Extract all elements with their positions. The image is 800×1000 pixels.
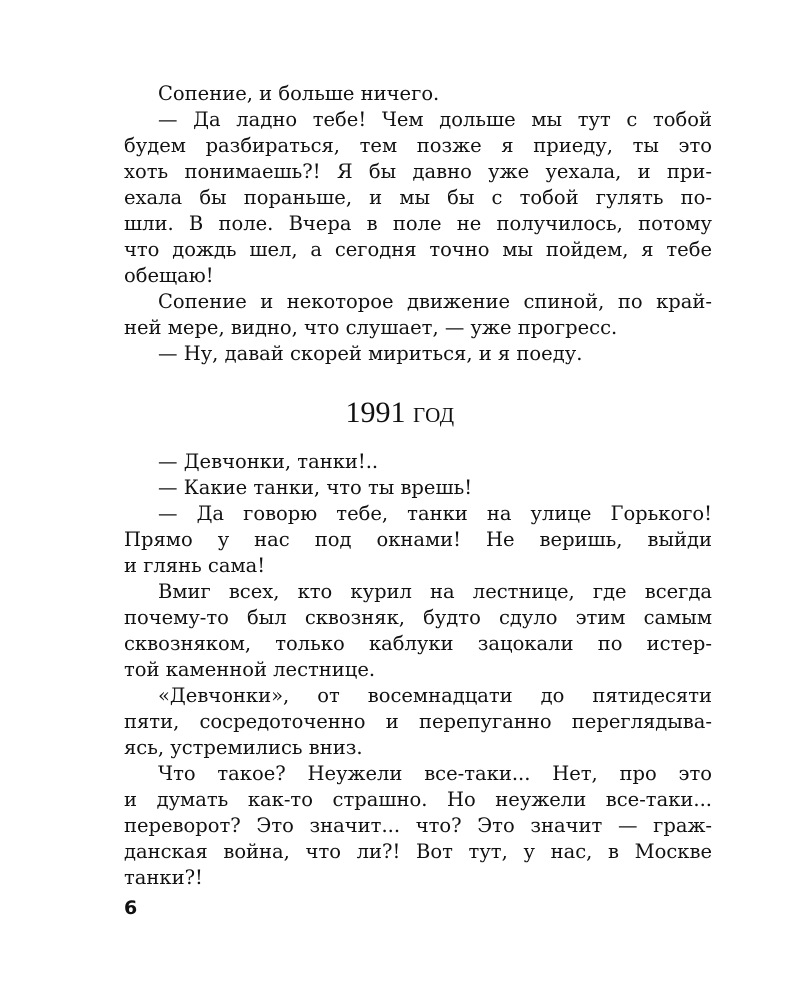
text-line: той каменной лестнице.: [124, 658, 376, 681]
paragraph: [124, 81, 712, 107]
text-block-top: [124, 81, 712, 367]
paragraph: [124, 289, 712, 341]
text-line: что дождь шел, а сегодня точно мы пойдем, я тебе: [124, 238, 712, 261]
text-line: — Девчонки, танки!..: [158, 450, 379, 473]
text-line: будем разбираться, тем позже я приеду, ты это: [124, 134, 712, 157]
text-line: сквозняком, только каблуки зацокали по истер-: [124, 632, 712, 655]
paragraph: [124, 501, 712, 579]
text-line: — Ну, давай скорей мириться, и я поеду.: [158, 342, 583, 365]
text-line: шли. В поле. Вчера в поле не получилось, потому: [124, 212, 712, 235]
chapter-word: год: [412, 396, 455, 429]
text-line: хоть понимаешь?! Я бы давно уже уехала, и при-: [124, 160, 712, 183]
text-line: данская война, что ли?! Вот тут, у нас, в Москве: [124, 840, 712, 863]
text-line: ехала бы пораньше, и мы бы с тобой гулять по-: [124, 186, 712, 209]
paragraph: [124, 449, 712, 475]
paragraph: [124, 341, 712, 367]
text-line: ней мере, видно, что слушает, — уже прогресс.: [124, 316, 618, 339]
text-line: Сопение, и больше ничего.: [158, 82, 440, 105]
text-line: «Девчонки», от восемнадцати до пятидесяти: [158, 684, 712, 707]
text-line: — Да говорю тебе, танки на улице Горького!: [158, 502, 712, 525]
text-line: почему-то был сквозняк, будто сдуло этим самым: [124, 606, 712, 629]
paragraph: [124, 107, 712, 289]
text-line: — Какие танки, что ты врешь!: [158, 476, 473, 499]
chapter-heading: [0, 396, 800, 430]
text-block-bottom: [124, 449, 712, 891]
paragraph: [124, 579, 712, 683]
chapter-year: 1991: [345, 396, 406, 429]
text-line: переворот? Это значит... что? Это значит — граж-: [124, 814, 712, 837]
text-line: ясь, устремились вниз.: [124, 736, 363, 759]
text-line: Сопение и некоторое движение спиной, по край-: [158, 290, 712, 313]
text-line: Вмиг всех, кто курил на лестнице, где всегда: [158, 580, 712, 603]
text-line: Прямо у нас под окнами! Не веришь, выйди: [124, 528, 712, 551]
text-line: Что такое? Неужели все-таки... Нет, про это: [158, 762, 712, 785]
text-line: танки?!: [124, 866, 203, 889]
text-line: — Да ладно тебе! Чем дольше мы тут с тобой: [158, 108, 712, 131]
text-line: и думать как-то страшно. Но неужели все-таки...: [124, 788, 712, 811]
text-line: пяти, сосредоточенно и перепуганно переглядыва-: [124, 710, 712, 733]
paragraph: [124, 761, 712, 891]
page-number: 6: [124, 897, 138, 919]
text-line: и глянь сама!: [124, 554, 266, 577]
paragraph: [124, 683, 712, 761]
paragraph: [124, 475, 712, 501]
text-line: обещаю!: [124, 264, 214, 287]
